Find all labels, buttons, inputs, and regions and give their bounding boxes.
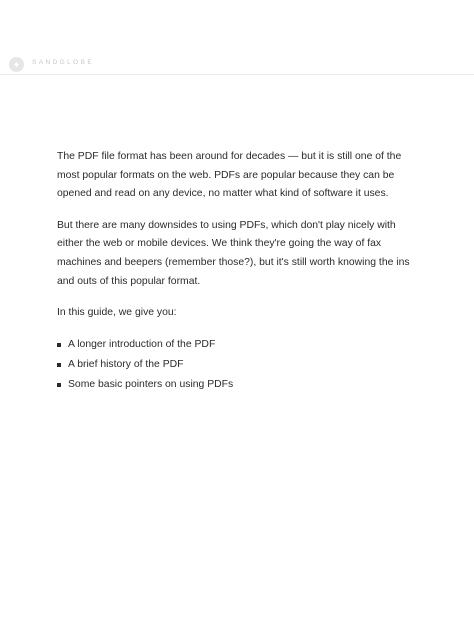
list-item xyxy=(57,336,422,355)
brand-logo-icon xyxy=(9,57,24,72)
bullet-icon xyxy=(57,363,61,367)
list-item-label: Some basic pointers on using PDFs xyxy=(68,378,234,390)
list-item-label: A brief history of the PDF xyxy=(68,358,184,370)
guide-lead-paragraph: In this guide, we give you: xyxy=(57,307,177,319)
downsides-paragraph: But there are many downsides to using PDFs, which don't play nicely with either the web or mobile devices. We think they're going the way of fax machines and beepers (remember those?), but it's still worth knowing the ins and outs of this popular format. xyxy=(57,219,410,287)
document-body xyxy=(57,148,422,396)
header-divider xyxy=(0,74,474,75)
page-header xyxy=(0,54,474,76)
bullet-icon xyxy=(57,343,61,347)
bullet-icon xyxy=(57,383,61,387)
list-item xyxy=(57,376,422,395)
list-item xyxy=(57,356,422,375)
guide-contents-list xyxy=(57,336,422,395)
list-item-label: A longer introduction of the PDF xyxy=(68,338,216,350)
brand-logo-text: SANDGLOBE xyxy=(32,59,95,66)
intro-paragraph: The PDF file format has been around for decades — but it is still one of the most popular formats on the web. PDFs are popular because they can be opened and read on any device, no matter what kind of software it uses. xyxy=(57,151,402,200)
